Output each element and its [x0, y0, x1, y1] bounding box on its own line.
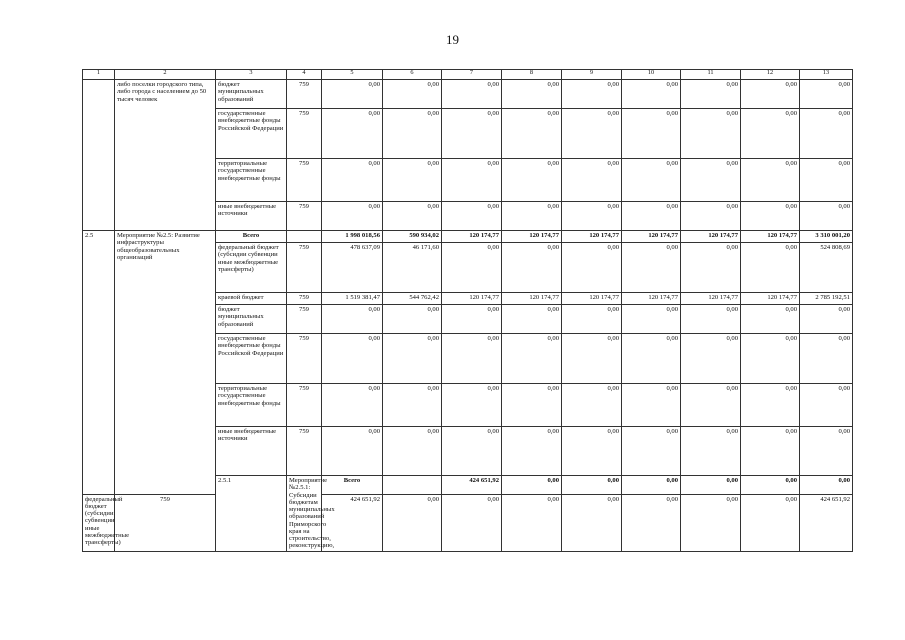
value-cell: 0,00: [622, 159, 681, 202]
value-cell: 0,00: [502, 476, 562, 495]
value-cell: 0,00: [383, 109, 442, 159]
value-cell: 424 651,92: [442, 476, 502, 495]
value-cell: 0,00: [741, 494, 800, 551]
value-cell: 0,00: [442, 159, 502, 202]
value-cell: 1 519 381,47: [322, 293, 383, 305]
measure-name-cell: Мероприятие №2.5.1: Субсидии бюджетам муниципальных образований Приморского края на строительство, реконструкцию,: [287, 476, 322, 552]
funding-source-cell: бюджет муниципальных образований: [216, 80, 287, 109]
funding-source-cell: иные внебюджетные источники: [216, 202, 287, 231]
value-cell: 0,00: [322, 427, 383, 476]
value-cell: 0,00: [502, 494, 562, 551]
value-cell: 0,00: [502, 384, 562, 427]
code-cell: 759: [287, 427, 322, 476]
value-cell: 0,00: [383, 494, 442, 551]
budget-table: [82, 69, 853, 552]
value-cell: 0,00: [681, 80, 741, 109]
header-cell: 8: [502, 70, 562, 80]
value-cell: 524 808,69: [800, 243, 853, 293]
value-cell: 120 174,77: [622, 231, 681, 243]
value-cell: 0,00: [562, 494, 622, 551]
value-cell: 120 174,77: [502, 231, 562, 243]
value-cell: 0,00: [622, 243, 681, 293]
value-cell: 0,00: [562, 476, 622, 495]
value-cell: 0,00: [681, 384, 741, 427]
value-cell: 120 174,77: [442, 231, 502, 243]
value-cell: 0,00: [322, 80, 383, 109]
measure-name-cell: либо поселки городского типа, либо города с населением до 50 тысяч человек: [115, 80, 216, 231]
measure-number-cell: 2.5: [83, 231, 115, 495]
value-cell: 0,00: [383, 427, 442, 476]
measure-number-cell: 2.5.1: [216, 476, 287, 552]
value-cell: 0,00: [681, 334, 741, 384]
value-cell: 0,00: [442, 109, 502, 159]
value-cell: 0,00: [562, 243, 622, 293]
value-cell: 0,00: [741, 109, 800, 159]
value-cell: 0,00: [741, 305, 800, 334]
funding-source-cell: государственные внебюджетные фонды Российской Федерации: [216, 109, 287, 159]
value-cell: 0,00: [622, 109, 681, 159]
measure-name-cell: Мероприятие №2.5: Развитие инфраструктуры общеобразовательных организаций: [115, 231, 216, 495]
code-cell: 759: [287, 109, 322, 159]
value-cell: 0,00: [322, 334, 383, 384]
value-cell: 2 785 192,51: [800, 293, 853, 305]
table-row: [83, 231, 853, 243]
value-cell: 0,00: [562, 159, 622, 202]
value-cell: 0,00: [502, 305, 562, 334]
value-cell: 0,00: [562, 305, 622, 334]
code-cell: 759: [115, 494, 216, 551]
header-cell: 6: [383, 70, 442, 80]
funding-source-cell: территориальные государственные внебюджетные фонды: [216, 384, 287, 427]
code-cell: 759: [287, 202, 322, 231]
value-cell: 0,00: [800, 80, 853, 109]
value-cell: 120 174,77: [502, 293, 562, 305]
value-cell: 0,00: [622, 80, 681, 109]
value-cell: 0,00: [681, 476, 741, 495]
value-cell: 0,00: [322, 202, 383, 231]
header-cell: 7: [442, 70, 502, 80]
value-cell: 0,00: [622, 384, 681, 427]
value-cell: 0,00: [383, 159, 442, 202]
value-cell: 0,00: [800, 159, 853, 202]
header-cell: 12: [741, 70, 800, 80]
code-cell: 759: [287, 243, 322, 293]
funding-source-cell: иные внебюджетные источники: [216, 427, 287, 476]
value-cell: 120 174,77: [562, 231, 622, 243]
value-cell: 0,00: [800, 384, 853, 427]
value-cell: 0,00: [741, 243, 800, 293]
value-cell: 424 651,92: [800, 494, 853, 551]
value-cell: 0,00: [383, 80, 442, 109]
value-cell: 0,00: [442, 427, 502, 476]
code-cell: [287, 231, 322, 243]
value-cell: 0,00: [562, 109, 622, 159]
value-cell: 120 174,77: [741, 231, 800, 243]
value-cell: 120 174,77: [741, 293, 800, 305]
value-cell: 0,00: [622, 494, 681, 551]
value-cell: 46 171,60: [383, 243, 442, 293]
value-cell: 0,00: [322, 159, 383, 202]
value-cell: 0,00: [562, 80, 622, 109]
header-cell: 2: [115, 70, 216, 80]
code-cell: 759: [287, 159, 322, 202]
value-cell: 0,00: [383, 305, 442, 334]
code-cell: 759: [287, 334, 322, 384]
funding-source-cell: территориальные государственные внебюджетные фонды: [216, 159, 287, 202]
header-row: [83, 70, 853, 80]
measure-number-cell: [83, 80, 115, 231]
value-cell: 0,00: [502, 334, 562, 384]
value-cell: 0,00: [562, 202, 622, 231]
code-cell: [383, 476, 442, 495]
value-cell: 0,00: [442, 334, 502, 384]
value-cell: 0,00: [442, 494, 502, 551]
value-cell: 0,00: [442, 80, 502, 109]
value-cell: 0,00: [741, 159, 800, 202]
value-cell: 0,00: [322, 384, 383, 427]
value-cell: 424 651,92: [322, 494, 383, 551]
value-cell: 120 174,77: [681, 293, 741, 305]
value-cell: 0,00: [800, 476, 853, 495]
code-cell: 759: [287, 305, 322, 334]
value-cell: 0,00: [681, 427, 741, 476]
funding-source-cell: бюджет муниципальных образований: [216, 305, 287, 334]
value-cell: 0,00: [383, 202, 442, 231]
value-cell: 0,00: [681, 494, 741, 551]
header-cell: 3: [216, 70, 287, 80]
header-cell: 13: [800, 70, 853, 80]
value-cell: 120 174,77: [681, 231, 741, 243]
value-cell: 0,00: [383, 334, 442, 384]
value-cell: 0,00: [383, 384, 442, 427]
value-cell: 120 174,77: [622, 293, 681, 305]
page-number: 19: [446, 32, 459, 47]
table-row: [83, 494, 853, 551]
value-cell: 0,00: [800, 334, 853, 384]
funding-source-cell: Всего: [216, 231, 287, 243]
code-cell: 759: [287, 384, 322, 427]
funding-source-cell: Всего: [322, 476, 383, 495]
value-cell: 0,00: [622, 476, 681, 495]
funding-source-cell: федеральный бюджет (субсидии субвенции иные межбюджетные трансферты): [216, 243, 287, 293]
value-cell: 0,00: [681, 109, 741, 159]
value-cell: 0,00: [681, 202, 741, 231]
value-cell: 0,00: [442, 202, 502, 231]
funding-source-cell: федеральный бюджет (субсидии субвенции иные межбюджетные трансферты): [83, 494, 115, 551]
value-cell: 0,00: [442, 243, 502, 293]
value-cell: 0,00: [681, 159, 741, 202]
header-cell: 5: [322, 70, 383, 80]
table-row: [83, 80, 853, 109]
value-cell: 0,00: [741, 384, 800, 427]
value-cell: 0,00: [741, 476, 800, 495]
value-cell: 0,00: [502, 202, 562, 231]
value-cell: 0,00: [502, 109, 562, 159]
value-cell: 120 174,77: [562, 293, 622, 305]
value-cell: 0,00: [622, 202, 681, 231]
code-cell: 759: [287, 80, 322, 109]
value-cell: 544 762,42: [383, 293, 442, 305]
value-cell: 0,00: [622, 427, 681, 476]
code-cell: 759: [287, 293, 322, 305]
value-cell: 1 998 018,56: [322, 231, 383, 243]
value-cell: 0,00: [502, 243, 562, 293]
value-cell: 0,00: [622, 305, 681, 334]
funding-source-cell: краевой бюджет: [216, 293, 287, 305]
value-cell: 478 637,09: [322, 243, 383, 293]
value-cell: 0,00: [741, 334, 800, 384]
value-cell: 0,00: [741, 427, 800, 476]
value-cell: 3 310 001,20: [800, 231, 853, 243]
value-cell: 0,00: [502, 80, 562, 109]
value-cell: 0,00: [562, 384, 622, 427]
funding-source-cell: государственные внебюджетные фонды Российской Федерации: [216, 334, 287, 384]
value-cell: 0,00: [562, 334, 622, 384]
value-cell: 0,00: [681, 243, 741, 293]
value-cell: 0,00: [322, 109, 383, 159]
value-cell: 0,00: [502, 159, 562, 202]
value-cell: 0,00: [502, 427, 562, 476]
header-cell: 4: [287, 70, 322, 80]
header-cell: 9: [562, 70, 622, 80]
value-cell: 0,00: [800, 305, 853, 334]
value-cell: 0,00: [442, 305, 502, 334]
value-cell: 0,00: [741, 202, 800, 231]
header-cell: 1: [83, 70, 115, 80]
value-cell: 0,00: [800, 427, 853, 476]
header-cell: 11: [681, 70, 741, 80]
value-cell: 0,00: [800, 109, 853, 159]
value-cell: 0,00: [800, 202, 853, 231]
value-cell: 0,00: [622, 334, 681, 384]
value-cell: 0,00: [322, 305, 383, 334]
value-cell: 0,00: [741, 80, 800, 109]
value-cell: 0,00: [562, 427, 622, 476]
value-cell: 0,00: [442, 384, 502, 427]
value-cell: 120 174,77: [442, 293, 502, 305]
value-cell: 0,00: [681, 305, 741, 334]
header-cell: 10: [622, 70, 681, 80]
value-cell: 590 934,02: [383, 231, 442, 243]
